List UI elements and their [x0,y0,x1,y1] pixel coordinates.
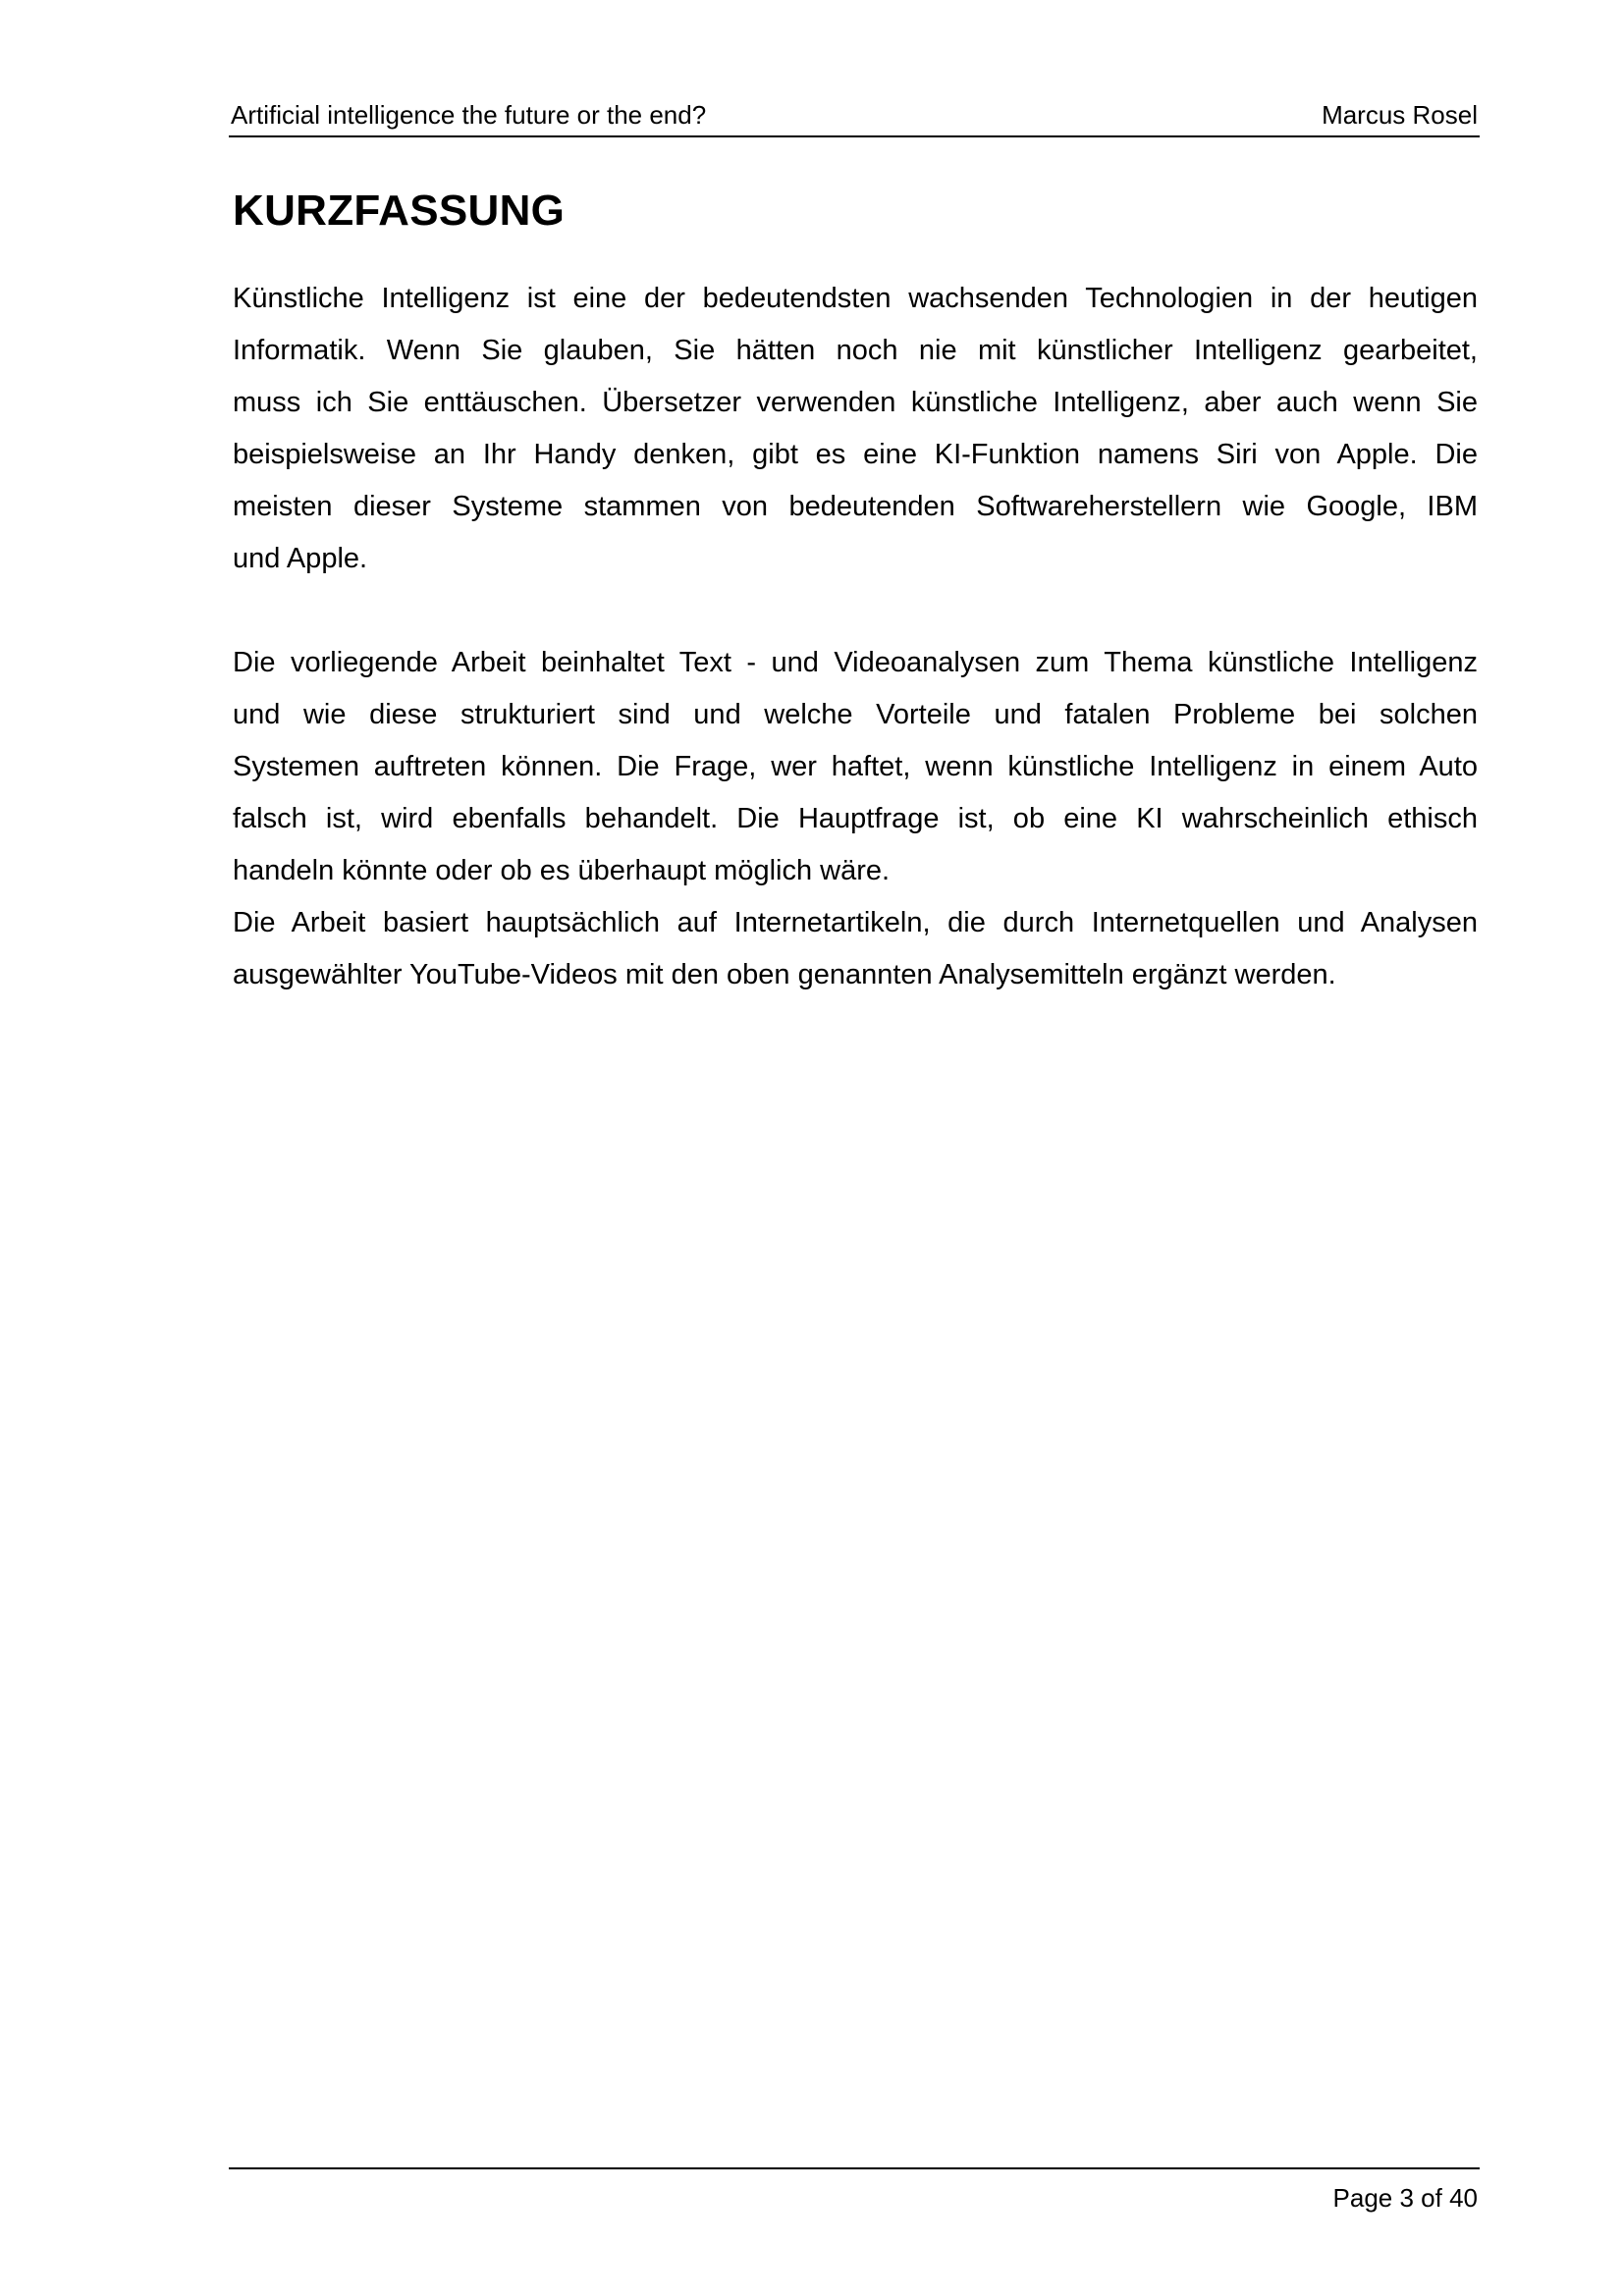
section-heading: KURZFASSUNG [233,187,566,235]
text-line: muss ich Sie enttäuschen. Übersetzer verwenden künstliche Intelligenz, aber auch wenn Sie [233,387,1478,418]
text-line: Die Arbeit basiert hauptsächlich auf Internetartikeln, die durch Internetquellen und Analysen [233,907,1478,938]
paragraph-scope [233,637,1478,897]
text-line: und wie diese strukturiert sind und welche Vorteile und fatalen Probleme bei solchen [233,699,1478,730]
document-title: Artificial intelligence the future or the end? [231,100,707,130]
text-line: beispielsweise an Ihr Handy denken, gibt es eine KI-Funktion namens Siri von Apple. Die [233,439,1478,470]
text-line: Die vorliegende Arbeit beinhaltet Text - und Videoanalysen zum Thema künstliche Intelligenz [233,647,1478,678]
paragraph-intro [233,273,1478,585]
text-line: Systemen auftreten können. Die Frage, wer haftet, wenn künstliche Intelligenz in einem Auto [233,751,1478,782]
text-line: Künstliche Intelligenz ist eine der bedeutendsten wachsenden Technologien in der heutigen [233,283,1478,314]
text-line: und Apple. [233,543,368,574]
page-footer [229,2167,1480,2213]
text-line: Informatik. Wenn Sie glauben, Sie hätten noch nie mit künstlicher Intelligenz gearbeitet, [233,335,1478,366]
text-line: handeln könnte oder ob es überhaupt möglich wäre. [233,855,891,886]
text-line: meisten dieser Systeme stammen von bedeutenden Softwareherstellern wie Google, IBM [233,491,1478,522]
page-number: Page 3 of 40 [1332,2183,1478,2213]
author-name: Marcus Rosel [1322,100,1478,130]
paragraph-sources [233,897,1478,1001]
text-line: falsch ist, wird ebenfalls behandelt. Die Hauptfrage ist, ob eine KI wahrscheinlich ethisch [233,803,1478,834]
text-line: ausgewählter YouTube-Videos mit den oben genannten Analysemitteln ergänzt werden. [233,959,1336,990]
page-header [229,96,1480,137]
